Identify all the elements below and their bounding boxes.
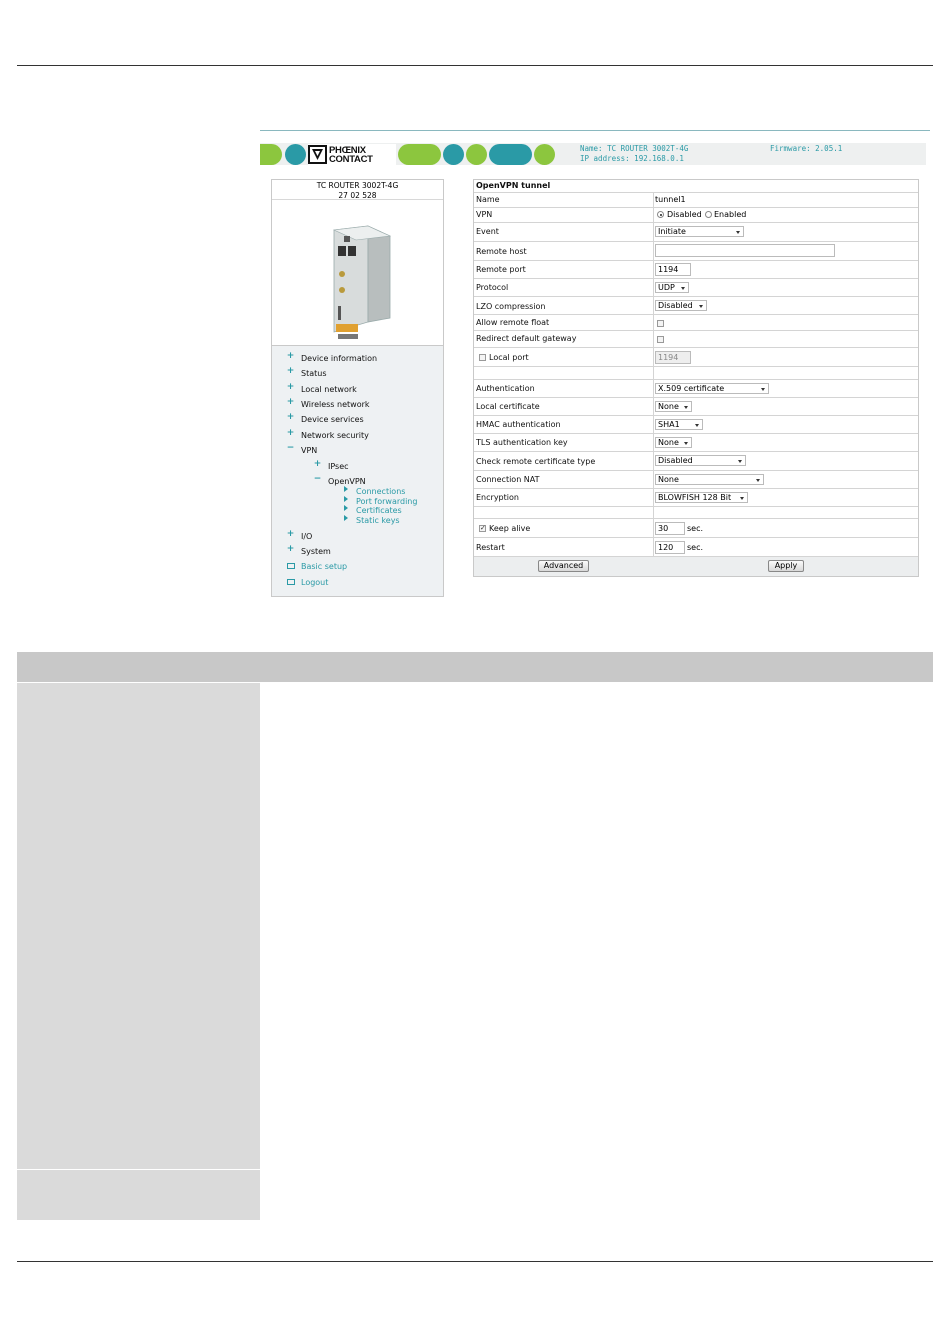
- phoenix-contact-logo: [308, 144, 396, 165]
- nav-device-services[interactable]: Device services: [301, 415, 364, 424]
- event-select[interactable]: [655, 226, 744, 237]
- remote-float-label: Allow remote float: [476, 318, 550, 327]
- local-port-checkbox[interactable]: [479, 354, 486, 361]
- vpn-label: VPN: [476, 210, 493, 219]
- redirect-gateway-checkbox[interactable]: [657, 336, 664, 343]
- collapse-icon[interactable]: −: [286, 443, 295, 453]
- hmac-select[interactable]: [655, 419, 703, 430]
- arrow-right-icon: [344, 496, 348, 502]
- header-green-half-shape: [260, 144, 282, 165]
- check-cert-select[interactable]: [655, 455, 746, 466]
- vpn-disabled-label: Disabled: [667, 210, 702, 219]
- remote-port-label: Remote port: [476, 265, 526, 274]
- nav-static-keys[interactable]: Static keys: [356, 516, 400, 525]
- chevron-down-icon: [699, 305, 703, 308]
- expand-icon[interactable]: +: [286, 382, 295, 392]
- chevron-down-icon: [684, 406, 688, 409]
- advanced-button[interactable]: Advanced: [538, 560, 589, 572]
- device-header: [272, 180, 443, 200]
- expand-icon[interactable]: +: [286, 412, 295, 422]
- nav-network-security[interactable]: Network security: [301, 431, 369, 440]
- header-green-pill: [398, 144, 441, 165]
- spacer-row-2: [474, 507, 918, 519]
- row-keep-alive: [474, 519, 918, 538]
- remote-host-label: Remote host: [476, 247, 527, 256]
- table-left-column-bottom: [17, 1170, 260, 1220]
- nav-local-network[interactable]: Local network: [301, 385, 357, 394]
- row-vpn: [474, 208, 918, 223]
- remote-host-input[interactable]: [655, 244, 835, 257]
- chevron-down-icon: [695, 424, 699, 427]
- header-top-line: [260, 130, 930, 131]
- nav-basic-setup[interactable]: Basic setup: [301, 562, 348, 571]
- row-event: [474, 223, 918, 242]
- form-title: OpenVPN tunnel: [476, 181, 551, 190]
- chevron-down-icon: [738, 460, 742, 463]
- chevron-down-icon: [681, 287, 685, 290]
- keep-alive-checkbox[interactable]: ✓: [480, 524, 486, 532]
- tls-key-label: TLS authentication key: [476, 438, 568, 447]
- header-teal-pill: [489, 144, 532, 165]
- chevron-down-icon: [684, 442, 688, 445]
- authentication-value: X.509 certificate: [658, 384, 725, 393]
- nav-port-forwarding[interactable]: Port forwarding: [356, 497, 418, 506]
- header-device-info: [580, 144, 688, 164]
- event-label: Event: [476, 227, 499, 236]
- vpn-enabled-radio[interactable]: [705, 211, 712, 218]
- row-protocol: [474, 279, 918, 297]
- logo-line1: PHŒNIX: [329, 144, 366, 156]
- nav-io[interactable]: I/O: [301, 532, 313, 541]
- expand-icon[interactable]: +: [286, 529, 295, 539]
- table-header-band: [17, 652, 933, 682]
- basic-setup-icon: [287, 563, 295, 569]
- row-tls-key: [474, 434, 918, 452]
- nav-panel: [271, 179, 444, 597]
- check-cert-label: Check remote certificate type: [476, 457, 596, 466]
- nav-wireless-network[interactable]: Wireless network: [301, 400, 370, 409]
- chevron-down-icon: [736, 231, 740, 234]
- name-value: tunnel1: [655, 195, 686, 204]
- expand-icon[interactable]: +: [286, 544, 295, 554]
- check-cert-value: Disabled: [658, 456, 693, 465]
- header-teal-circle-2: [443, 144, 464, 165]
- nav-system[interactable]: System: [301, 547, 331, 556]
- row-remote-host: [474, 242, 918, 261]
- protocol-value: UDP: [658, 283, 675, 292]
- encryption-label: Encryption: [476, 493, 519, 502]
- hmac-label: HMAC authentication: [476, 420, 561, 429]
- openvpn-tunnel-form: [473, 179, 919, 577]
- vpn-enabled-label: Enabled: [714, 210, 747, 219]
- row-restart: [474, 538, 918, 557]
- logout-icon: [287, 579, 295, 585]
- row-name: [474, 193, 918, 208]
- logo-line2: CONTACT: [329, 153, 373, 165]
- local-certificate-label: Local certificate: [476, 402, 540, 411]
- nav-status[interactable]: Status: [301, 369, 327, 378]
- collapse-icon[interactable]: −: [313, 474, 322, 484]
- authentication-select[interactable]: [655, 383, 769, 394]
- event-value: Initiate: [658, 227, 686, 236]
- row-check-cert: [474, 452, 918, 471]
- local-certificate-select[interactable]: [655, 401, 692, 412]
- arrow-right-icon: [344, 505, 348, 511]
- connection-nat-select[interactable]: [655, 474, 764, 485]
- expand-icon[interactable]: +: [286, 397, 295, 407]
- vpn-disabled-radio[interactable]: [657, 211, 664, 218]
- nav-certificates[interactable]: Certificates: [356, 506, 402, 515]
- local-port-input[interactable]: 1194: [655, 351, 691, 364]
- remote-float-checkbox[interactable]: [657, 320, 664, 327]
- chevron-down-icon: [756, 479, 760, 482]
- expand-icon[interactable]: +: [286, 428, 295, 438]
- tls-key-select[interactable]: [655, 437, 692, 448]
- header-green-circle: [466, 144, 487, 165]
- keep-alive-input[interactable]: 30: [655, 522, 685, 535]
- protocol-label: Protocol: [476, 283, 509, 292]
- name-label: Name: [476, 195, 500, 204]
- header-ip-address: IP address: 192.168.0.1: [580, 154, 684, 163]
- form-button-bar: [474, 557, 918, 576]
- restart-unit: sec.: [687, 543, 704, 552]
- remote-port-input[interactable]: 1194: [655, 263, 691, 276]
- device-model: TC ROUTER 3002T-4G: [316, 181, 399, 190]
- protocol-select[interactable]: [655, 282, 689, 293]
- top-rule: [17, 65, 933, 66]
- nav-logout[interactable]: Logout: [301, 578, 329, 587]
- hmac-value: SHA1: [658, 420, 680, 429]
- row-redirect-gateway: [474, 331, 918, 348]
- keep-alive-unit: sec.: [687, 524, 704, 533]
- restart-label: Restart: [476, 543, 505, 552]
- expand-icon[interactable]: +: [286, 351, 295, 361]
- lzo-value: Disabled: [658, 301, 693, 310]
- arrow-right-icon: [344, 515, 348, 521]
- nav-connections[interactable]: Connections: [356, 487, 406, 496]
- nav-openvpn[interactable]: OpenVPN: [328, 477, 366, 486]
- row-remote-port: [474, 261, 918, 279]
- nav-vpn[interactable]: VPN: [301, 446, 318, 455]
- restart-input[interactable]: 120: [655, 541, 685, 554]
- header-green-circle-2: [534, 144, 555, 165]
- bottom-rule: [17, 1261, 933, 1262]
- device-article-number: 27 02 528: [338, 190, 377, 200]
- nav-device-information[interactable]: Device information: [301, 354, 378, 363]
- connection-nat-value: None: [658, 475, 679, 484]
- chevron-down-icon: [740, 497, 744, 500]
- encryption-select[interactable]: [655, 492, 748, 503]
- row-local-certificate: [474, 398, 918, 416]
- device-image: [272, 200, 443, 346]
- expand-icon[interactable]: +: [313, 459, 322, 469]
- row-encryption: [474, 489, 918, 507]
- header-teal-circle: [285, 144, 306, 165]
- row-connection-nat: [474, 471, 918, 489]
- redirect-gateway-label: Redirect default gateway: [476, 334, 577, 343]
- expand-icon[interactable]: +: [286, 366, 295, 376]
- row-local-port: [474, 348, 918, 367]
- row-remote-float: [474, 315, 918, 331]
- row-hmac: [474, 416, 918, 434]
- arrow-right-icon: [344, 486, 348, 492]
- keep-alive-label: Keep alive: [489, 524, 531, 533]
- lzo-label: LZO compression: [476, 302, 546, 311]
- row-lzo: [474, 297, 918, 315]
- table-left-column: [17, 683, 260, 1169]
- spacer-row: [474, 367, 918, 380]
- logo-icon: [308, 145, 327, 164]
- row-authentication: [474, 380, 918, 398]
- header-device-name: Name: TC ROUTER 3002T-4G: [580, 144, 689, 153]
- lzo-select[interactable]: [655, 300, 707, 311]
- header-firmware: Firmware: 2.05.1: [770, 144, 843, 153]
- authentication-label: Authentication: [476, 384, 535, 393]
- chevron-down-icon: [761, 388, 765, 391]
- apply-button[interactable]: Apply: [768, 560, 804, 572]
- encryption-value: BLOWFISH 128 Bit: [658, 493, 732, 502]
- form-title-row: [474, 180, 918, 193]
- local-port-label: Local port: [489, 353, 529, 362]
- local-certificate-value: None: [658, 402, 679, 411]
- logo-text: [329, 146, 373, 164]
- connection-nat-label: Connection NAT: [476, 475, 540, 484]
- tls-key-value: None: [658, 438, 679, 447]
- nav-ipsec[interactable]: IPsec: [328, 462, 349, 471]
